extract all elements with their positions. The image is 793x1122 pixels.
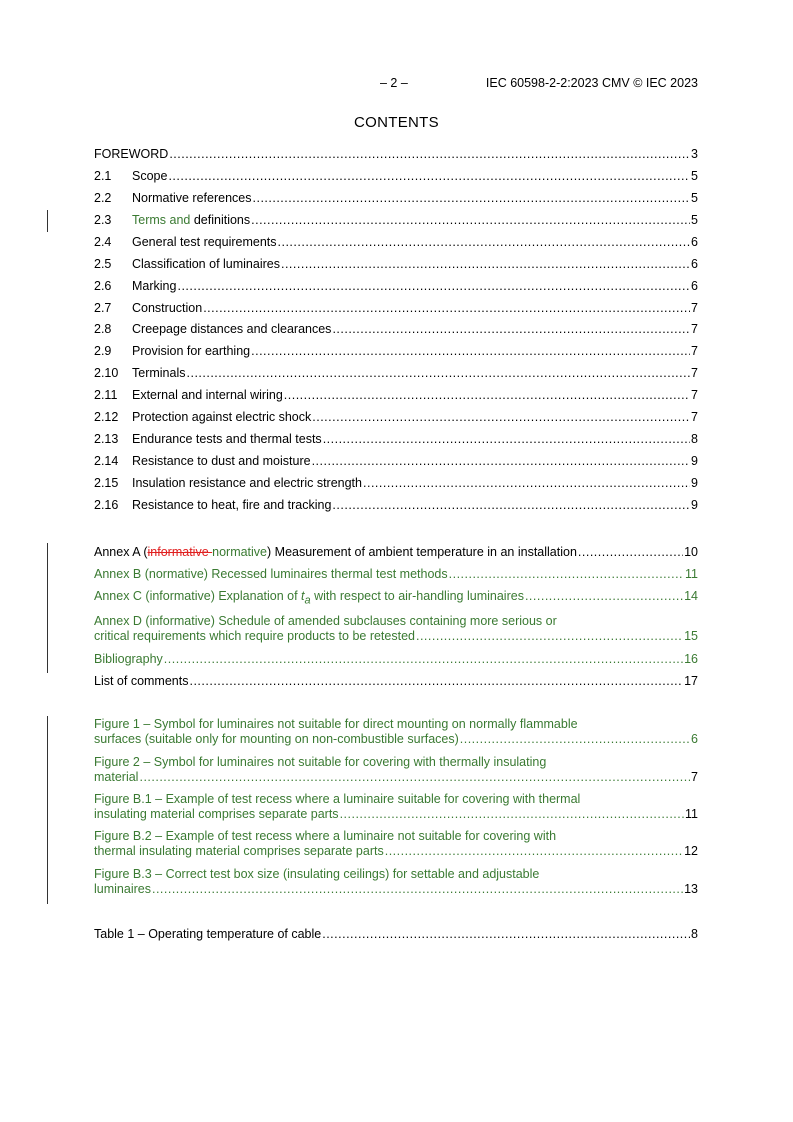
toc-entry-label-rest: definitions: [190, 213, 251, 227]
toc-entry-annex-d[interactable]: [94, 614, 698, 644]
toc-entry-label: Resistance to dust and moisture: [132, 454, 311, 468]
clause-number: 2.9: [94, 344, 112, 358]
toc-entry-label: Normative references: [132, 191, 252, 205]
clause-number: 2.10: [94, 366, 119, 380]
toc-entry-label: Creepage distances and clearances: [132, 322, 332, 336]
toc-entry-clause[interactable]: [94, 255, 698, 273]
dot-leader: [416, 629, 683, 644]
dot-leader: [164, 650, 683, 668]
page-number: – 2 –: [380, 76, 408, 90]
clause-number: 2.13: [94, 432, 119, 446]
toc-entry-bibliography[interactable]: [94, 650, 698, 668]
dot-leader: [278, 233, 691, 251]
annex-c-label-start: Annex C (informative) Explanation of: [94, 589, 302, 603]
toc-entry-page: 10: [684, 545, 698, 559]
toc-entry-clause[interactable]: [94, 277, 698, 295]
toc-entry-figure[interactable]: [94, 792, 698, 822]
toc-entry-table[interactable]: [94, 925, 698, 943]
dot-leader: [168, 167, 690, 185]
toc-entry-label: Resistance to heat, fire and tracking: [132, 498, 332, 512]
toc-entry-clause[interactable]: [94, 211, 698, 229]
toc-entry-clause[interactable]: [94, 364, 698, 382]
toc-entry-label: Annex B (normative) Recessed luminaires thermal test methods: [94, 567, 448, 581]
contents-title: CONTENTS: [354, 114, 439, 131]
toc-entry-clause[interactable]: [94, 233, 698, 251]
toc-entry-page: 6: [691, 732, 698, 746]
toc-entry-page: 15: [684, 629, 698, 643]
dot-leader: [312, 452, 690, 470]
annex-a-suffix: ) Measurement of ambient temperature in an installation: [267, 545, 577, 559]
toc-entry-line-2: [94, 844, 698, 859]
dot-leader: [340, 807, 684, 822]
toc-entry-label: thermal insulating material comprises separate parts: [94, 844, 384, 858]
toc-entry-line-1: Figure 1 – Symbol for luminaires not suitable for direct mounting on normally flammable: [94, 717, 578, 731]
toc-entry-page: 8: [691, 432, 698, 446]
toc-entry-label: surfaces (suitable only for mounting on non-combustible surfaces): [94, 732, 459, 746]
toc-entry-label: Insulation resistance and electric strength: [132, 476, 362, 490]
toc-entry-page: 12: [684, 844, 698, 858]
toc-entry-line-1: Figure B.3 – Correct test box size (insulating ceilings) for settable and adjustable: [94, 867, 540, 881]
inserted-text: Terms and: [132, 213, 191, 227]
toc-entry-label: List of comments: [94, 674, 189, 688]
toc-entry-label: FOREWORD: [94, 147, 169, 161]
dot-leader: [187, 364, 691, 382]
change-bar: [47, 543, 48, 673]
dot-leader: [460, 732, 690, 747]
dot-leader: [578, 543, 683, 561]
toc-entry-page: 9: [691, 498, 698, 512]
toc-entry-label: Classification of luminaires: [132, 257, 280, 271]
toc-entry-page: 7: [691, 366, 698, 380]
toc-entry-clause[interactable]: [94, 430, 698, 448]
toc-entry-label: insulating material comprises separate parts: [94, 807, 339, 821]
dot-leader: [189, 672, 683, 690]
toc-entry-page: 5: [691, 191, 698, 205]
toc-entry-page: 9: [691, 476, 698, 490]
clause-number: 2.3: [94, 213, 112, 227]
toc-entry-label: Table 1 – Operating temperature of cable: [94, 927, 322, 941]
clause-number: 2.1: [94, 169, 112, 183]
toc-entry-page: 13: [684, 882, 698, 896]
ta-symbol-subscript: a: [304, 594, 311, 605]
toc-entry-label: luminaires: [94, 882, 151, 896]
toc-entry-clause[interactable]: [94, 408, 698, 426]
toc-entry-clause[interactable]: [94, 452, 698, 470]
toc-entry-page: 7: [691, 770, 698, 784]
dot-leader: [332, 496, 690, 514]
toc-entry-page: 7: [691, 410, 698, 424]
toc-entry-page: 7: [691, 301, 698, 315]
toc-entry-figure[interactable]: [94, 829, 698, 859]
dot-leader: [177, 277, 690, 295]
ta-symbol: [301, 589, 311, 603]
ta-symbol-t: t: [301, 589, 305, 603]
deleted-text: informative: [147, 545, 213, 559]
annex-c-label-end: with respect to air-handling luminaires: [310, 589, 524, 603]
toc-entry-label: Marking: [132, 279, 177, 293]
change-bar: [47, 210, 48, 232]
toc-entry-line-2: [94, 732, 698, 747]
dot-leader: [322, 925, 690, 943]
toc-entry-label: Construction: [132, 301, 203, 315]
toc-entry-line-2: [94, 770, 698, 785]
change-bar: [47, 716, 48, 904]
toc-entry-page: 11: [685, 567, 698, 581]
dot-leader: [253, 189, 691, 207]
toc-entry-clause[interactable]: [94, 496, 698, 514]
toc-entry-figure[interactable]: [94, 867, 698, 897]
clause-number: 2.16: [94, 498, 119, 512]
toc-entry-figure[interactable]: [94, 755, 698, 785]
clause-number: 2.2: [94, 191, 112, 205]
toc-entry-line-2: [94, 629, 698, 644]
toc-entry-clause[interactable]: [94, 320, 698, 338]
toc-entry-line-2: [94, 807, 698, 822]
dot-leader: [525, 587, 683, 605]
clause-number: 2.4: [94, 235, 112, 249]
toc-entry-annex-b[interactable]: [94, 565, 698, 583]
toc-entry-page: 7: [691, 388, 698, 402]
dot-leader: [284, 386, 690, 404]
toc-entry-label: Bibliography: [94, 652, 163, 666]
toc-entry-label: critical requirements which require products to be retested: [94, 629, 415, 643]
toc-entry-label: General test requirements: [132, 235, 277, 249]
standard-designation: IEC 60598-2-2:2023 CMV © IEC 2023: [485, 76, 698, 90]
clause-number: 2.6: [94, 279, 112, 293]
toc-entry-page: 11: [685, 807, 698, 821]
dot-leader: [312, 408, 690, 426]
dot-leader: [203, 299, 690, 317]
toc-entry-page: 8: [691, 927, 698, 941]
toc-entry-clause[interactable]: [94, 299, 698, 317]
toc-entry-label: [94, 543, 577, 561]
toc-entry-page: 7: [691, 322, 698, 336]
toc-entry-label: Protection against electric shock: [132, 410, 312, 424]
toc-entry-line-1: Figure B.2 – Example of test recess where a luminaire not suitable for covering with: [94, 829, 557, 843]
dot-leader: [139, 770, 690, 785]
toc-entry-page: 6: [691, 279, 698, 293]
dot-leader: [385, 844, 683, 859]
toc-entry-label: Terminals: [132, 366, 186, 380]
toc-entry-label: External and internal wiring: [132, 388, 283, 402]
dot-leader: [332, 320, 690, 338]
dot-leader: [251, 211, 690, 229]
clause-number: 2.14: [94, 454, 119, 468]
toc-entry-page: 16: [684, 652, 698, 666]
toc-entry-line-1: Figure 2 – Symbol for luminaires not suitable for covering with thermally insulating: [94, 755, 547, 769]
toc-entry-annex-a[interactable]: [94, 543, 698, 561]
toc-entry-figure[interactable]: [94, 717, 698, 747]
toc-entry-page: 14: [684, 589, 698, 603]
toc-entry-line-1: Figure B.1 – Example of test recess where a luminaire suitable for covering with thermal: [94, 792, 581, 806]
dot-leader: [281, 255, 690, 273]
toc-entry-list-of-comments[interactable]: [94, 672, 698, 690]
toc-entry-clause[interactable]: [94, 167, 698, 185]
toc-entry-page: 5: [691, 169, 698, 183]
clause-number: 2.8: [94, 322, 112, 336]
toc-entry-clause[interactable]: [94, 474, 698, 492]
dot-leader: [363, 474, 690, 492]
clause-number: 2.5: [94, 257, 112, 271]
toc-entry-page: 5: [691, 213, 698, 227]
toc-entry-page: 3: [691, 147, 698, 161]
toc-entry-line-2: [94, 882, 698, 897]
dot-leader: [251, 342, 690, 360]
dot-leader: [323, 430, 690, 448]
toc-entry-label: Endurance tests and thermal tests: [132, 432, 322, 446]
clause-number: 2.12: [94, 410, 119, 424]
toc-entry-page: 9: [691, 454, 698, 468]
dot-leader: [169, 145, 690, 163]
toc-entry-label: Scope: [132, 169, 168, 183]
toc-entry-clause[interactable]: [94, 342, 698, 360]
toc-entry-page: 7: [691, 344, 698, 358]
dot-leader: [449, 565, 684, 583]
inserted-text: normative: [212, 545, 268, 559]
toc-entry-clause[interactable]: [94, 386, 698, 404]
toc-entry-clause[interactable]: [94, 189, 698, 207]
toc-entry-line-1: Annex D (informative) Schedule of amended subclauses containing more serious or: [94, 614, 557, 628]
clause-number: 2.7: [94, 301, 112, 315]
clause-number: 2.15: [94, 476, 119, 490]
toc-entry-label: Provision for earthing: [132, 344, 251, 358]
toc-entry-page: 6: [691, 257, 698, 271]
toc-entry-label: [94, 587, 524, 605]
toc-entry-foreword[interactable]: [94, 145, 698, 163]
toc-entry-page: 17: [684, 674, 698, 688]
toc-entry-page: 6: [691, 235, 698, 249]
dot-leader: [152, 882, 683, 897]
annex-a-prefix: Annex A (: [94, 545, 148, 559]
toc-entry-label: [132, 211, 250, 229]
toc-entry-label: material: [94, 770, 139, 784]
clause-number: 2.11: [94, 388, 118, 402]
toc-entry-annex-c[interactable]: [94, 587, 698, 605]
